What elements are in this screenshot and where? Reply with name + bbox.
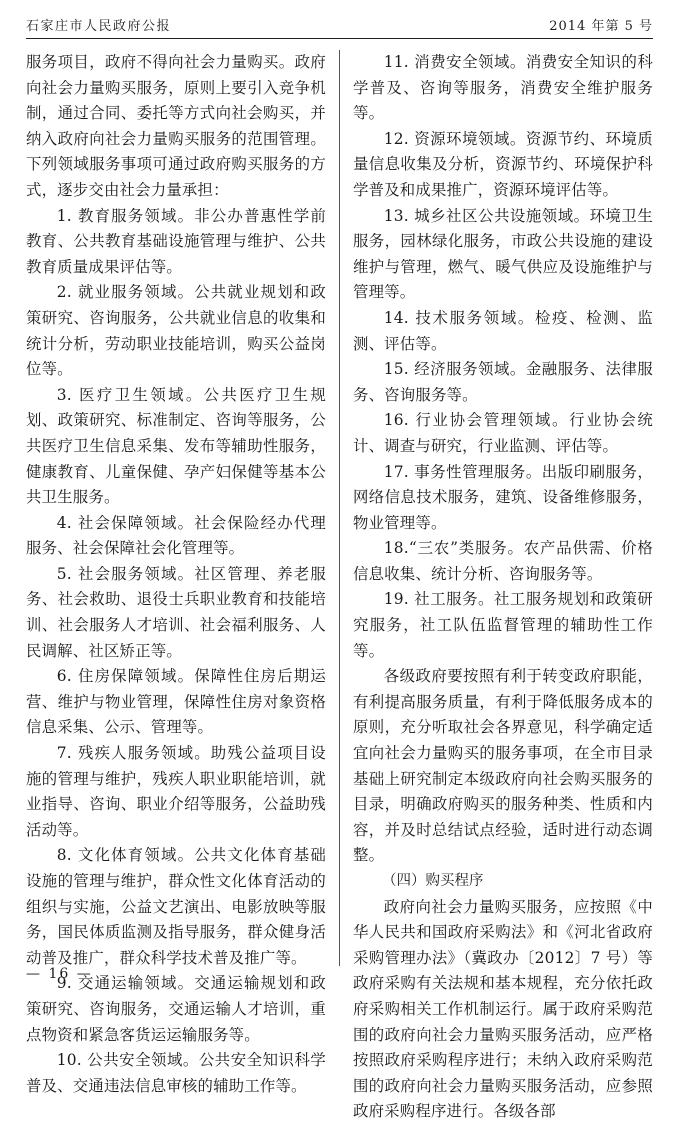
paragraph: 18.“三农”类服务。农产品供需、价格信息收集、统计分析、咨询服务等。 (353, 539, 653, 583)
paragraph: 1. 教育服务领域。非公办普惠性学前教育、公共教育基础设施管理与维护、公共教育质量成果评估等。 (26, 206, 326, 276)
paragraph: 5. 社会服务领域。社区管理、养老服务、社会救助、退役士兵职业教育和技能培训、社会服务人才培训、社会福利服务、人民调解、社区矫正等。 (26, 564, 326, 660)
paragraph: 13. 城乡社区公共设施领域。环境卫生服务，园林绿化服务，市政公共设施的建设维护与管理，燃气、暖气供应及设施维护与管理等。 (353, 206, 653, 302)
publication-title: 石家庄市人民政府公报 (26, 19, 172, 34)
paragraph: 19. 社工服务。社工服务规划和政策研究服务，社工队伍监督管理的辅助性工作等。 (353, 590, 653, 660)
paragraph: 6. 住房保障领域。保障性住房后期运营、维护与物业管理，保障性住房对象资格信息采集、公示、管理等。 (26, 667, 326, 737)
right-column (353, 50, 653, 1121)
paragraph: 10. 公共安全领域。公共安全知识科学普及、交通违法信息审核的辅助工作等。 (26, 1051, 326, 1095)
paragraph: 各级政府要按照有利于转变政府职能，有利提高服务质量，有利于降低服务成本的原则，充分听取社会各界意见，科学确定适宜向社会力量购买的服务事项，在全市目录基础上研究制定本级政府向社会购买服务的目录，明确政府购买的服务种类、性质和内容，并及时总结试点经验，适时进行动态调整。 (353, 667, 653, 865)
paragraph: 政府向社会力量购买服务，应按照《中华人民共和国政府采购法》和《河北省政府采购管理办法》（冀政办〔2012〕7 号）等政府采购有关法规和基本规程，充分依托政府采购相关工作机制运行。属于政府采购范围的政府向社会力量购买服务活动，应严格按照政府采购程序进行；未纳入政府采购范围的政府向社会力量购买服务活动，应参照政府采购程序进行。各级各部 (353, 897, 653, 1121)
body-columns (26, 50, 653, 1121)
paragraph: 3. 医疗卫生领域。公共医疗卫生规划、政策研究、标准制定、咨询等服务，公共医疗卫生信息采集、发布等辅助性服务，健康教育、儿童保健、孕产妇保健等基本公共卫生服务。 (26, 385, 326, 507)
section-heading: （四）购买程序 (382, 873, 484, 889)
page-header (26, 14, 653, 39)
paragraph: 8. 文化体育领域。公共文化体育基础设施的管理与维护，群众性文化体育活动的组织与实施，公益文艺演出、电影放映等服务，国民体质监测及指导服务，群众健身活动普及推广，群众科学技术普及推广等。 (26, 846, 326, 967)
paragraph: 15. 经济服务领域。金融服务、法律服务、咨询服务等。 (353, 360, 653, 404)
paragraph: 服务项目，政府不得向社会力量购买。政府向社会力量购买服务，原则上要引入竞争机制，通过合同、委托等方式向社会购买，并纳入政府向社会力量购买服务的范围管理。下列领域服务事项可通过政府购买服务的方式，逐步交由社会力量承担： (26, 53, 326, 199)
page-number: — 16 — (26, 966, 93, 982)
paragraph: 2. 就业服务领域。公共就业规划和政策研究、咨询服务，公共就业信息的收集和统计分析，劳动职业技能培训，购买公益岗位等。 (26, 283, 326, 379)
paragraph: 11. 消费安全领域。消费安全知识的科学普及、咨询等服务，消费安全维护服务等。 (353, 53, 653, 123)
paragraph: 17. 事务性管理服务。出版印刷服务，网络信息技术服务，建筑、设备维修服务，物业管理等。 (353, 462, 653, 532)
paragraph: 7. 残疾人服务领域。助残公益项目设施的管理与维护，残疾人职业职能培训，就业指导、咨询、职业介绍等服务，公益助残活动等。 (26, 744, 326, 839)
paragraph: 4. 社会保障领域。社会保险经办代理服务、社会保障社会化管理等。 (26, 513, 326, 558)
paragraph: 16. 行业协会管理领域。行业协会统计、调查与研究，行业监测、评估等。 (353, 411, 653, 455)
paragraph: 9. 交通运输领域。交通运输规划和政策研究、咨询服务，交通运输人才培训，重点物资和紧急客货运运输服务等。 (26, 974, 326, 1044)
paragraph: 14. 技术服务领域。检疫、检测、监测、评估等。 (353, 308, 653, 353)
issue-number: 2014 年第 5 号 (549, 19, 653, 34)
paragraph: 12. 资源环境领域。资源节约、环境质量信息收集及分析，资源节约、环境保护科学普及和成果推广，资源环境评估等。 (353, 129, 653, 199)
